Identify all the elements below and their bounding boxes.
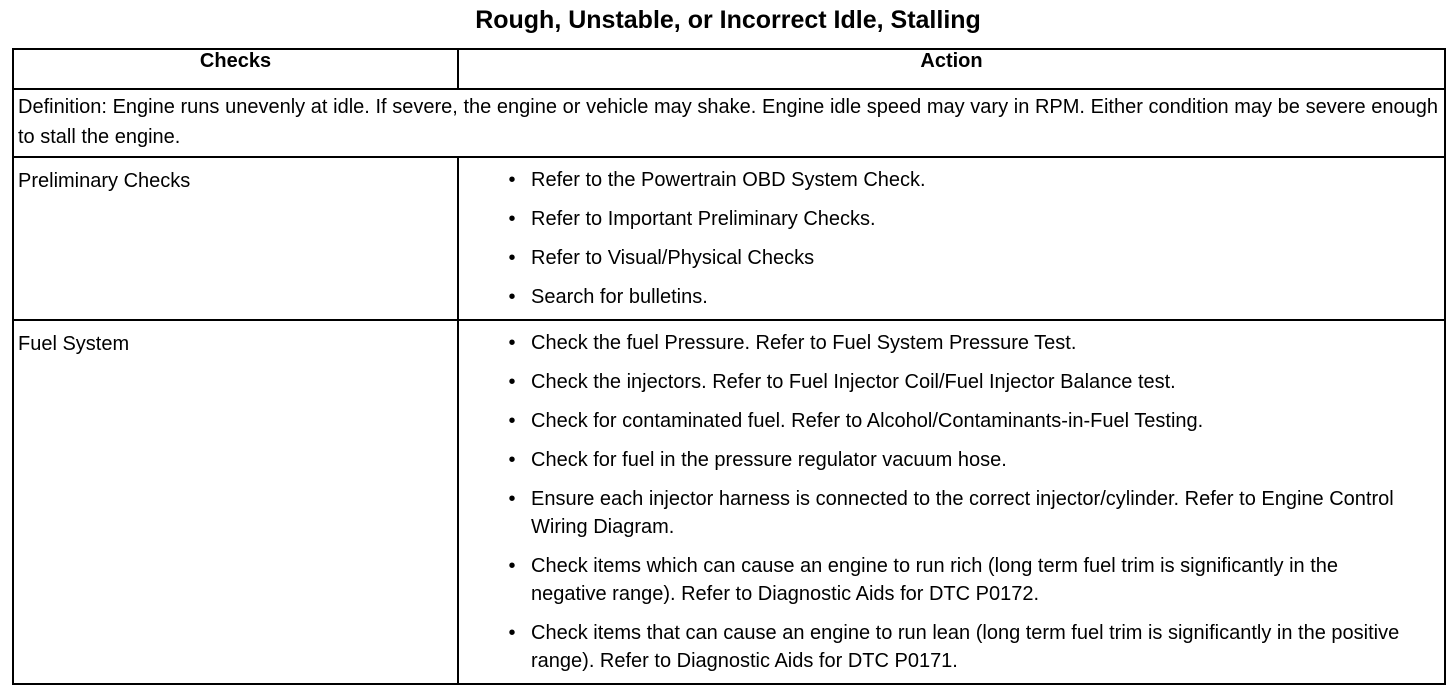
action-text: Ensure each injector harness is connected to the correct injector/cylinder. Refer to Engine Control Wiring Diagram. (531, 488, 1394, 538)
bullet-icon: • (508, 208, 516, 230)
action-text: Refer to Important Preliminary Checks. (531, 208, 876, 230)
column-header-action: Action (458, 49, 1445, 89)
action-text: Check for fuel in the pressure regulator vacuum hose. (531, 449, 1007, 471)
bullet-icon: • (508, 449, 516, 471)
bullet-icon: • (508, 555, 516, 577)
action-item (459, 368, 1414, 396)
action-text: Check items which can cause an engine to run rich (long term fuel trim is significantly in the negative range). Refer to Diagnostic Aids for DTC P0172. (531, 555, 1339, 605)
bullet-icon: • (508, 410, 516, 432)
definition-row (13, 89, 1445, 157)
action-cell (458, 320, 1445, 684)
bullet-icon: • (508, 332, 516, 354)
action-item (459, 446, 1414, 474)
action-item (459, 619, 1414, 675)
action-item (459, 166, 1414, 194)
bullet-icon: • (508, 247, 516, 269)
check-label-preliminary: Preliminary Checks (13, 157, 458, 320)
bullet-icon: • (508, 488, 516, 510)
action-list (459, 166, 1414, 311)
action-list (459, 329, 1414, 675)
action-text: Check items that can cause an engine to run lean (long term fuel trim is significantly in the positive range). Refer to Diagnostic Aids for DTC P0171. (531, 622, 1400, 672)
table-row (13, 157, 1445, 320)
action-item (459, 485, 1414, 541)
diagnostic-table (12, 48, 1446, 685)
action-item (459, 283, 1414, 311)
check-label-fuel-system: Fuel System (13, 320, 458, 684)
bullet-icon: • (508, 371, 516, 393)
action-text: Check the injectors. Refer to Fuel Injector Coil/Fuel Injector Balance test. (531, 371, 1176, 393)
action-text: Refer to the Powertrain OBD System Check. (531, 169, 926, 191)
action-item (459, 407, 1414, 435)
bullet-icon: • (508, 286, 516, 308)
action-text: Check for contaminated fuel. Refer to Alcohol/Contaminants-in-Fuel Testing. (531, 410, 1204, 432)
action-text: Check the fuel Pressure. Refer to Fuel System Pressure Test. (531, 332, 1077, 354)
table-header-row (13, 49, 1445, 89)
action-cell (458, 157, 1445, 320)
definition-text: Definition: Engine runs unevenly at idle. If severe, the engine or vehicle may shake. Engine idle speed may vary in RPM. Either condition may be severe enough to stall the engine. (13, 89, 1445, 157)
column-header-checks: Checks (13, 49, 458, 89)
table-row (13, 320, 1445, 684)
action-text: Refer to Visual/Physical Checks (531, 247, 815, 269)
bullet-icon: • (508, 622, 516, 644)
action-item (459, 205, 1414, 233)
action-item (459, 552, 1414, 608)
page-title: Rough, Unstable, or Incorrect Idle, Stalling (475, 6, 981, 34)
action-item (459, 244, 1414, 272)
action-item (459, 329, 1414, 357)
action-text: Search for bulletins. (531, 286, 708, 308)
bullet-icon: • (508, 169, 516, 191)
